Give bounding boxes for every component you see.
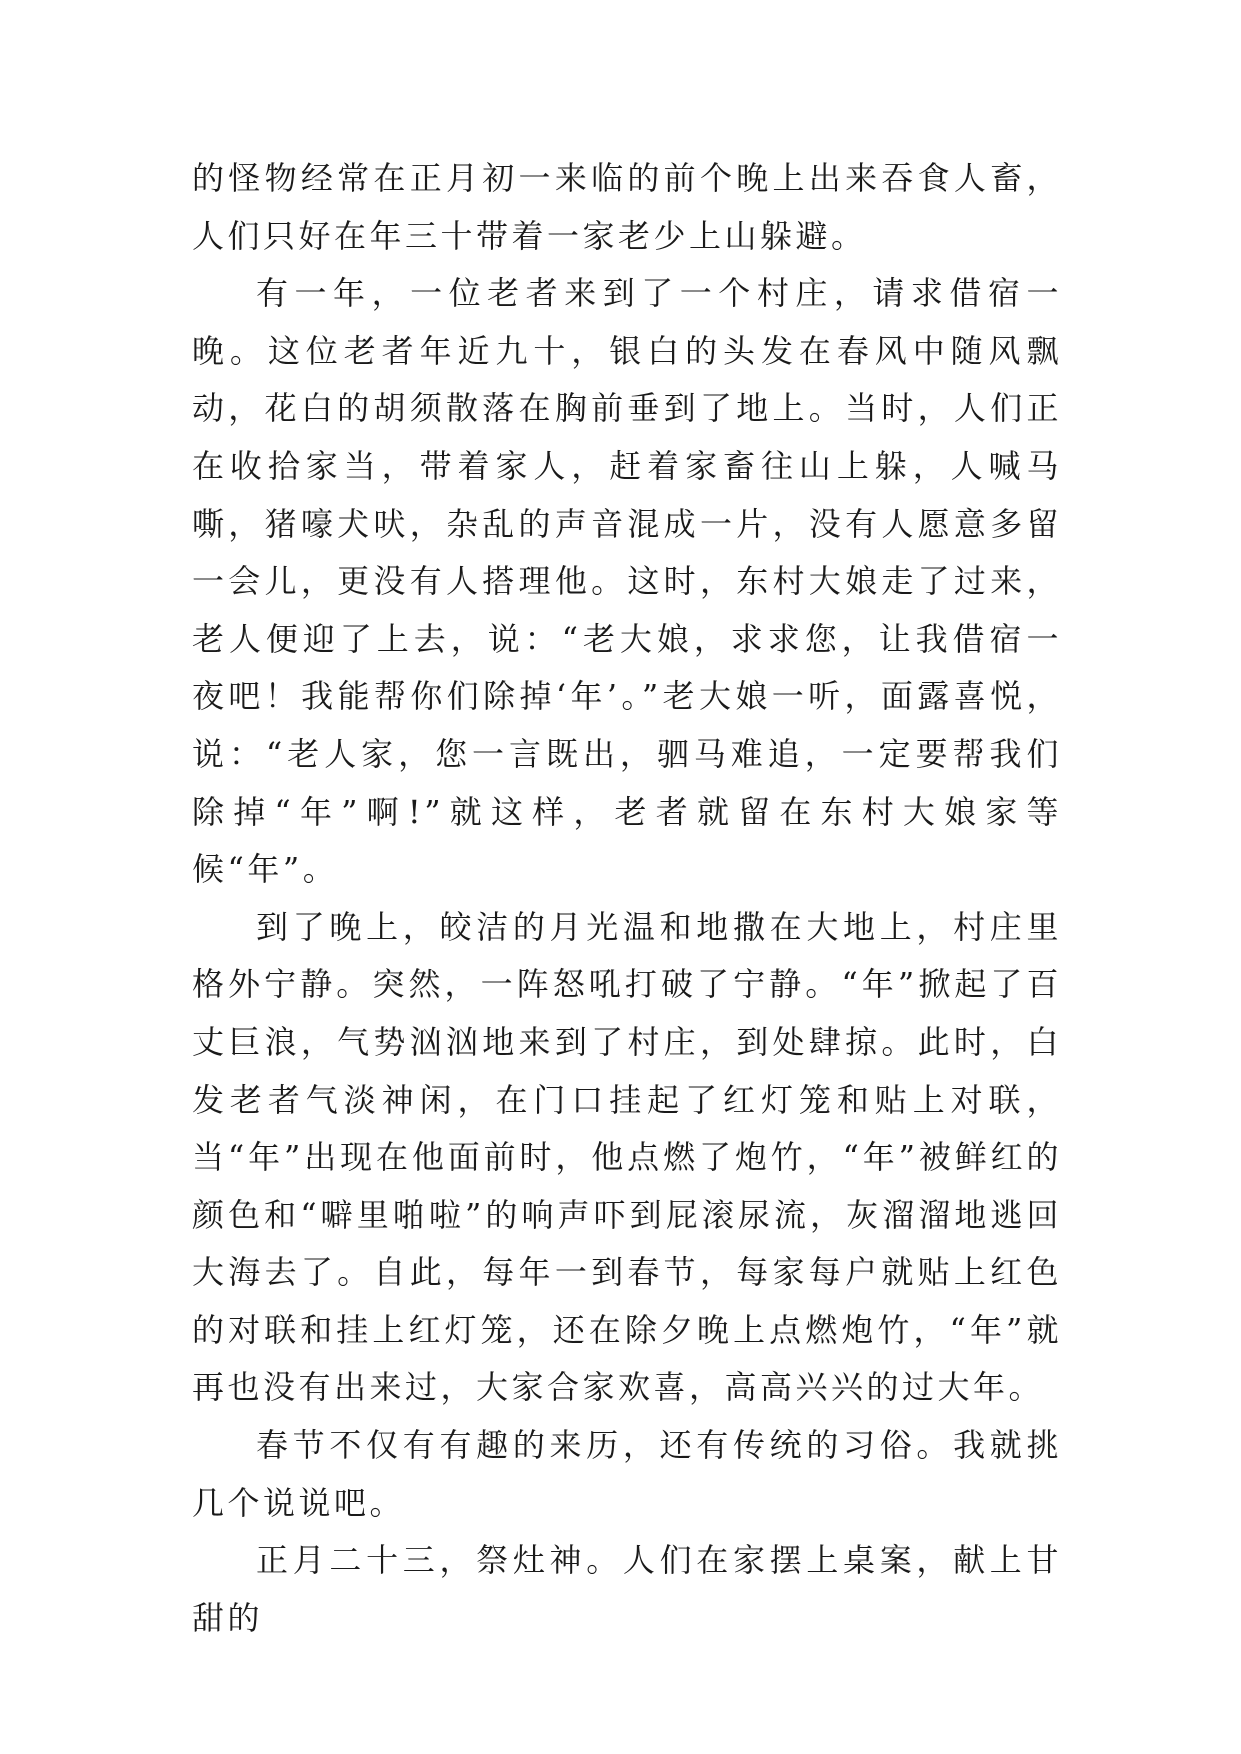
paragraph-4: 春节不仅有有趣的来历，还有传统的习俗。我就挑几个说说吧。 xyxy=(192,1426,1062,1522)
paragraph-2: 有一年，一位老者来到了一个村庄，请求借宿一晚。这位老者年近九十，银白的头发在春风中随风飘动，花白的胡须散落在胸前垂到了地上。当时，人们正在收拾家当，带着家人，赶着家畜往山上躲，人喊马嘶，猪嚎犬吠，杂乱的声音混成一片，没有人愿意多留一会儿，更没有人搭理他。这时，东村大娘走了过来，老人便迎了上去，说：“老大娘，求求您，让我借宿一夜吧！我能帮你们除掉‘年’。”老大娘一听，面露喜悦，说：“老人家，您一言既出，驷马难追，一定要帮我们除掉“年”啊!”就这样，老者就留在东村大娘家等候“年”。 xyxy=(192,274,1062,889)
document-page xyxy=(192,150,1062,1647)
paragraph-5: 正月二十三，祭灶神。人们在家摆上桌案，献上甘甜的 xyxy=(192,1541,1062,1637)
paragraph-1: 的怪物经常在正月初一来临的前个晚上出来吞食人畜，人们只好在年三十带着一家老少上山躲避。 xyxy=(192,159,1062,255)
paragraph-3: 到了晚上，皎洁的月光温和地撒在大地上，村庄里格外宁静。突然，一阵怒吼打破了宁静。“年”掀起了百丈巨浪，气势汹汹地来到了村庄，到处肆掠。此时，白发老者气淡神闲，在门口挂起了红灯笼和贴上对联，当“年”出现在他面前时，他点燃了炮竹，“年”被鲜红的颜色和“噼里啪啦”的响声吓到屁滚尿流，灰溜溜地逃回大海去了。自此，每年一到春节，每家每户就贴上红色的对联和挂上红灯笼，还在除夕晚上点燃炮竹，“年”就再也没有出来过，大家合家欢喜，高高兴兴的过大年。 xyxy=(192,907,1062,1407)
